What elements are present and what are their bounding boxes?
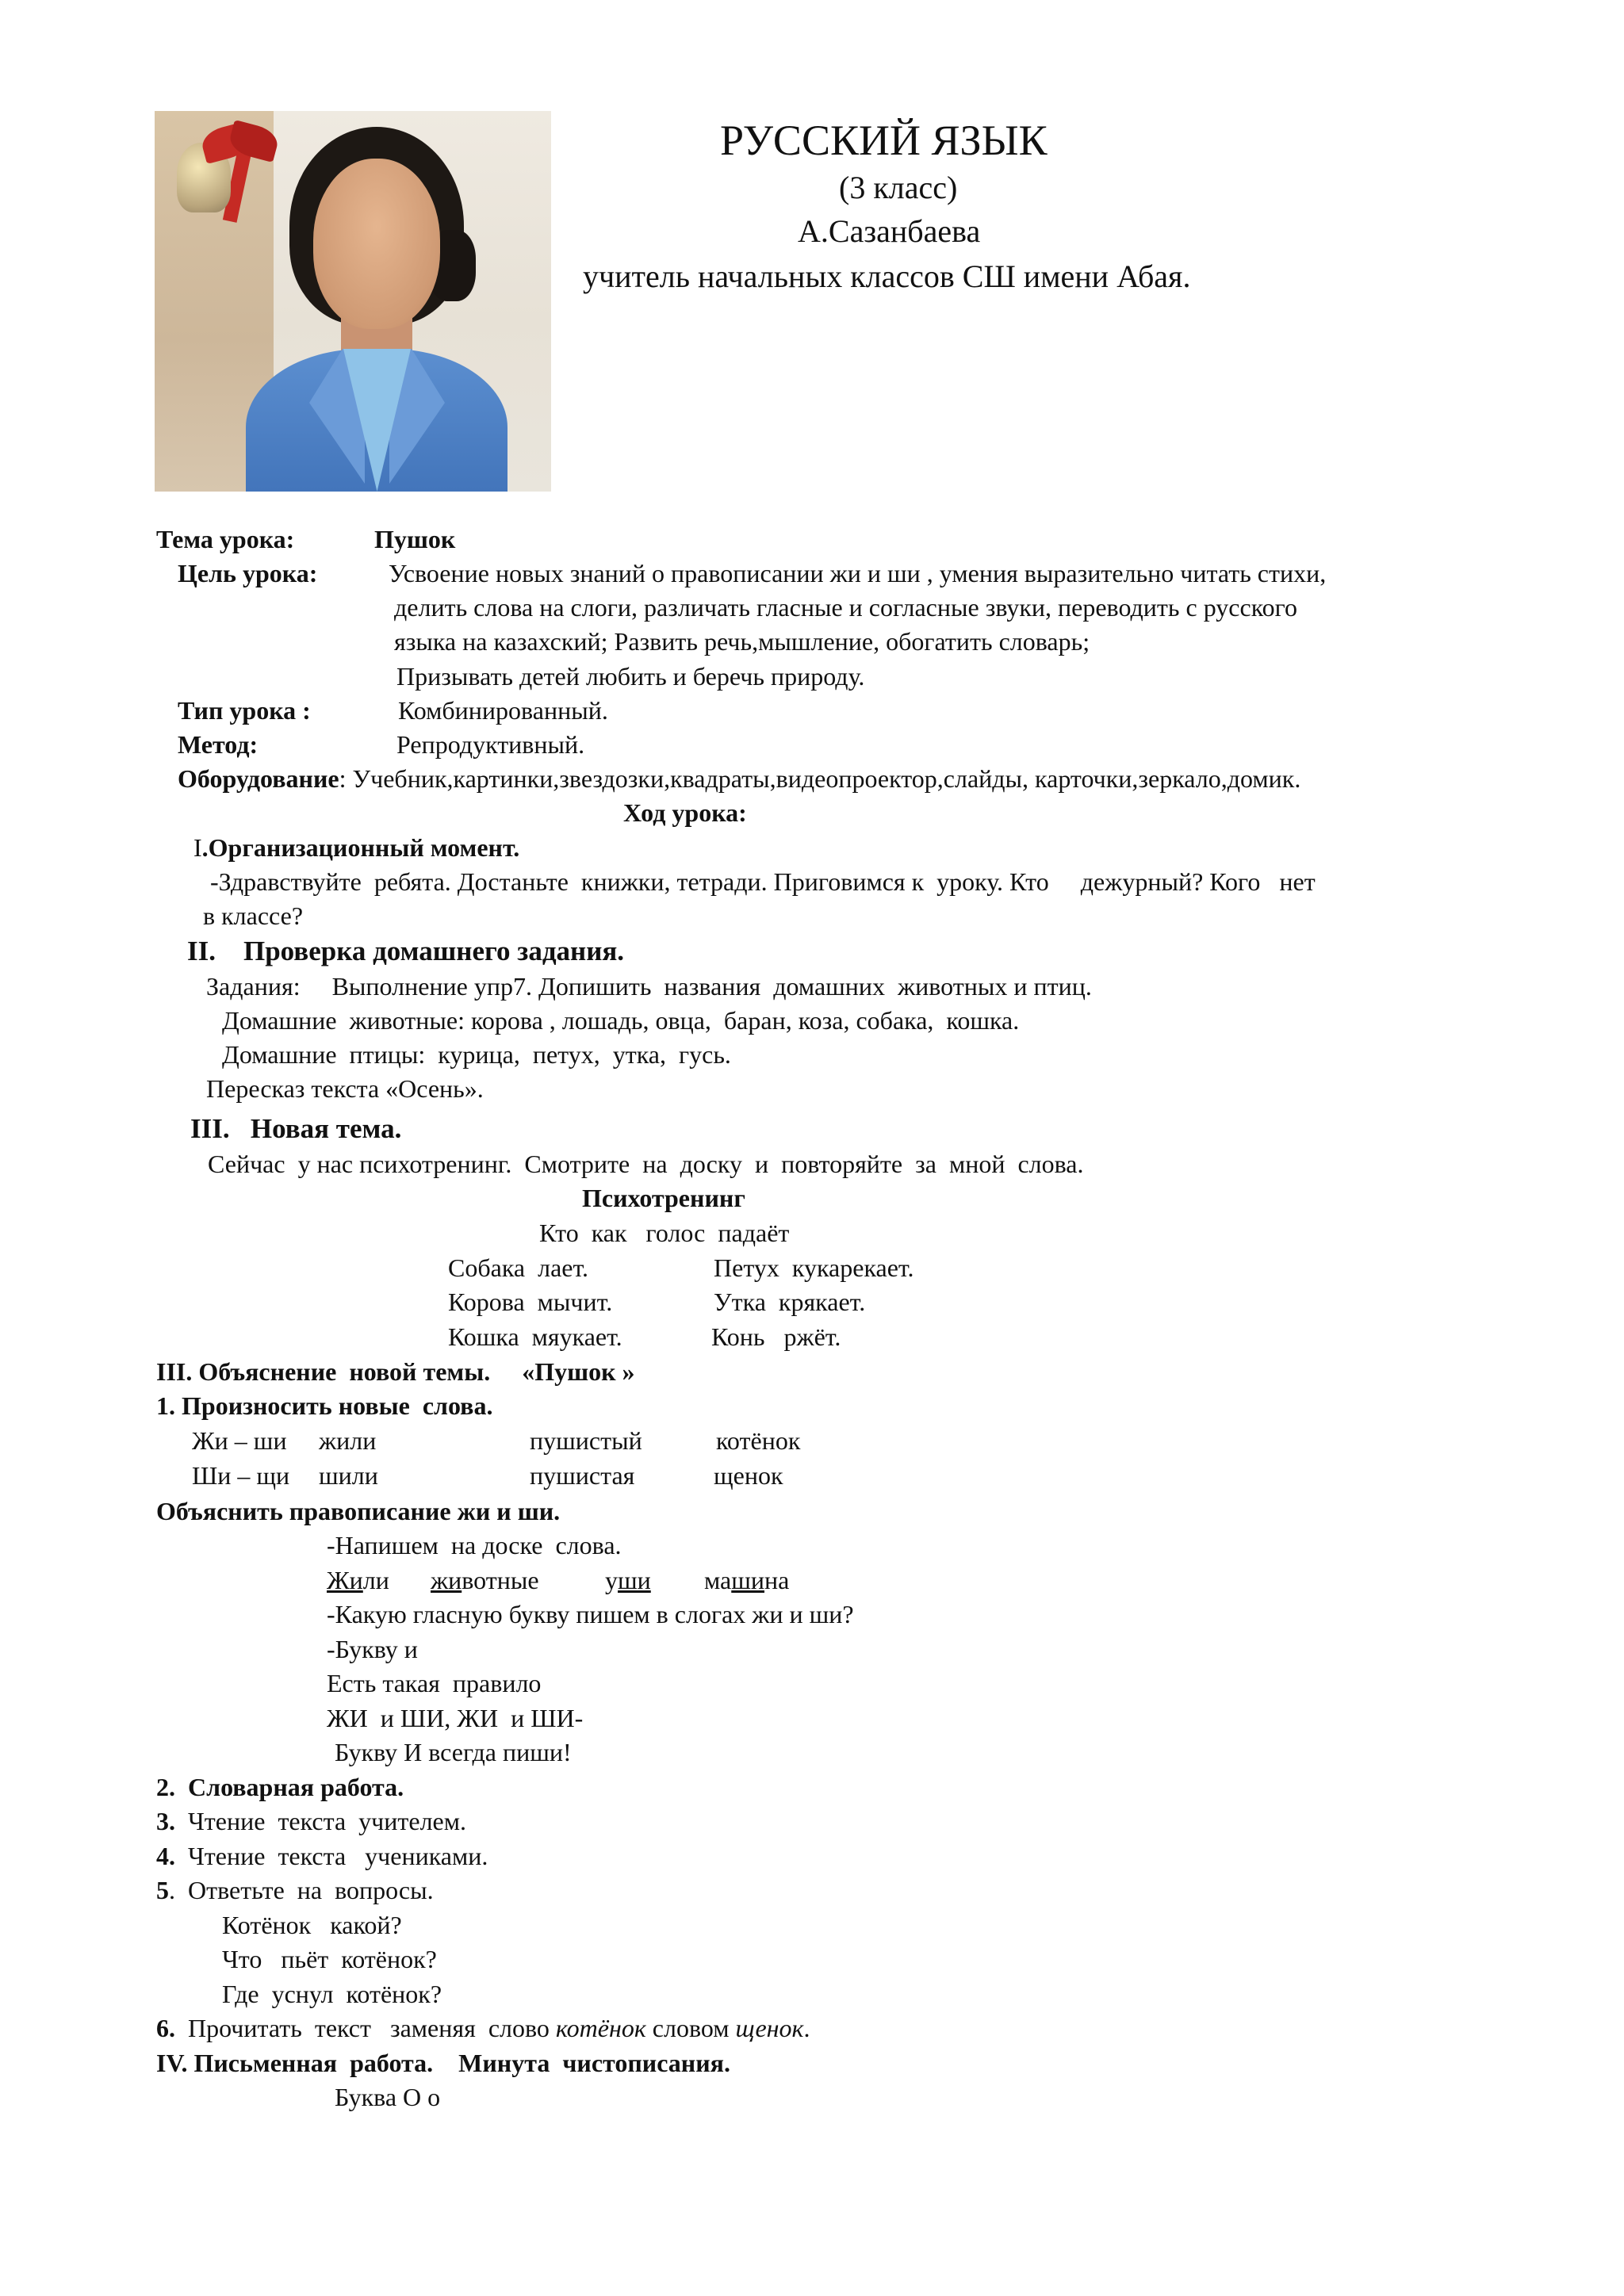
- student-answer: -Букву и: [327, 1635, 418, 1663]
- word-cell: Ши – щи: [192, 1461, 290, 1490]
- word-cell: пушистый: [530, 1426, 642, 1455]
- topic-value: Пушок: [374, 525, 456, 553]
- step-number: 4.: [156, 1842, 175, 1870]
- goal-line: делить слова на слоги, различать гласные и согласные звуки, переводить с русского: [394, 593, 1297, 622]
- question-item: Что пьёт котёнок?: [222, 1945, 437, 1973]
- question-item: Котёнок какой?: [222, 1911, 402, 1939]
- step-number: 6.: [156, 2014, 175, 2042]
- step-4: [156, 1840, 488, 1872]
- method-value: Репродуктивный.: [396, 730, 585, 759]
- step-text: словом: [652, 2014, 730, 2042]
- step-text: Чтение текста учителем.: [188, 1807, 466, 1835]
- section-3-title: III. Новая тема.: [190, 1113, 402, 1144]
- document-title: РУССКИЙ ЯЗЫК: [720, 117, 1048, 164]
- psy-cell: Конь ржёт.: [711, 1322, 841, 1351]
- explain-title: III. Объяснение новой темы. «Пушок »: [156, 1357, 635, 1386]
- goal-label: Цель урока:: [178, 559, 318, 587]
- step-number: 3.: [156, 1807, 175, 1835]
- step-text: Словарная работа.: [188, 1773, 404, 1801]
- board-instruction: -Напишем на доске слова.: [327, 1531, 622, 1559]
- course-heading: Ход урока:: [623, 798, 747, 827]
- board-words: [704, 1564, 789, 1596]
- teacher-photo: [155, 111, 551, 492]
- step-5: [156, 1874, 434, 1906]
- word-cell: пушистая: [530, 1461, 635, 1490]
- grade-label: (3 класс): [839, 170, 958, 205]
- step-number: 2.: [156, 1773, 175, 1801]
- word-syllable: ши: [731, 1566, 764, 1594]
- topic-label: Тема урока:: [156, 525, 295, 553]
- step-text: Прочитать текст заменяя слово: [188, 2014, 550, 2042]
- goal-line: Усвоение новых знаний о правописании жи и ши , умения выразительно читать стихи,: [389, 559, 1327, 587]
- psychotraining-title: Психотренинг: [582, 1184, 745, 1212]
- word-syllable: Жи: [327, 1566, 363, 1594]
- word-rest: ли: [362, 1566, 389, 1594]
- word-cell: шили: [319, 1461, 378, 1490]
- word-syllable: жи: [431, 1566, 462, 1594]
- word-cell: котёнок: [716, 1426, 801, 1455]
- section-1-heading: .Организационный момент.: [201, 833, 520, 862]
- section-1-text: -Здравствуйте ребята. Достаньте книжки, тетради. Приговимся к уроку. Кто дежурный? Кого нет: [210, 867, 1316, 896]
- homework-line: Задания: Выполнение упр7. Допишить названия домашних животных и птиц.: [206, 972, 1092, 1001]
- rule-line: ЖИ и ШИ, ЖИ и ШИ-: [327, 1704, 584, 1732]
- letter-exercise: Буква О о: [335, 2083, 441, 2111]
- word-rest: вотные: [462, 1566, 539, 1594]
- author-position: учитель начальных классов СШ имени Абая.: [583, 258, 1191, 294]
- rule-intro: Есть такая правило: [327, 1669, 542, 1697]
- type-label: Тип урока :: [178, 696, 311, 725]
- author-name: А.Сазанбаева: [798, 213, 981, 249]
- explain-point-1: 1. Произносить новые слова.: [156, 1391, 493, 1420]
- written-work-title: IV. Письменная работа. Минута чистописания.: [156, 2049, 730, 2077]
- question-item: Где уснул котёнок?: [222, 1980, 442, 2008]
- homework-line: Домашние животные: корова , лошадь, овца, баран, коза, собака, кошка.: [222, 1006, 1020, 1035]
- word-rest: у: [605, 1566, 618, 1594]
- step-3: [156, 1805, 466, 1837]
- teacher-question: -Какую гласную букву пишем в слогах жи и ши?: [327, 1600, 854, 1628]
- word-cell: жили: [319, 1426, 377, 1455]
- step-italic-word: щенок: [735, 2014, 804, 2042]
- word-cell: Жи – ши: [192, 1426, 287, 1455]
- step-6: [156, 2012, 810, 2044]
- psy-cell: Корова мычит.: [448, 1288, 613, 1316]
- method-label: Метод:: [178, 730, 259, 759]
- equipment-value: : Учебник,картинки,звездозки,квадраты,видеопроектор,слайды, карточки,зеркало,домик.: [339, 764, 1301, 793]
- step-italic-word: котёнок: [555, 2014, 646, 2042]
- step-text: . Ответьте на вопросы.: [169, 1876, 434, 1904]
- step-2: [156, 1771, 404, 1803]
- homework-line: Пересказ текста «Осень».: [206, 1074, 484, 1103]
- word-cell: щенок: [714, 1461, 783, 1490]
- step-text: .: [803, 2014, 810, 2042]
- psy-cell: Петух кукарекает.: [714, 1253, 914, 1282]
- type-value: Комбинированный.: [398, 696, 608, 725]
- board-words: [605, 1564, 651, 1596]
- section-2-title: II. Проверка домашнего задания.: [187, 936, 625, 966]
- section-1-number: I: [193, 833, 202, 862]
- equipment-label: Оборудование: [178, 764, 339, 793]
- word-rest: ма: [704, 1566, 732, 1594]
- homework-line: Домашние птицы: курица, петух, утка, гусь.: [222, 1040, 731, 1069]
- board-words: [431, 1564, 539, 1596]
- word-rest: на: [764, 1566, 790, 1594]
- psy-cell: Собака лает.: [448, 1253, 589, 1282]
- psy-cell: Кошка мяукает.: [448, 1322, 622, 1351]
- psychotraining-subtitle: Кто как голос падаёт: [539, 1219, 790, 1247]
- goal-line: Призывать детей любить и беречь природу.: [396, 662, 865, 691]
- section-1-title: [193, 832, 519, 863]
- rule-line: Букву И всегда пиши!: [335, 1738, 572, 1766]
- equipment-row: [178, 763, 1300, 794]
- goal-line: языка на казахский; Развить речь,мышление, обогатить словарь;: [394, 627, 1090, 656]
- step-text: Чтение текста учениками.: [188, 1842, 488, 1870]
- board-words: [327, 1564, 389, 1596]
- word-syllable: ши: [618, 1566, 651, 1594]
- rule-title: Объяснить правописание жи и ши.: [156, 1497, 561, 1525]
- step-number: 5: [156, 1876, 169, 1904]
- section-3-text: Сейчас у нас психотренинг. Смотрите на доску и повторяйте за мной слова.: [208, 1150, 1084, 1178]
- psy-cell: Утка крякает.: [714, 1288, 866, 1316]
- section-1-text: в классе?: [203, 901, 304, 930]
